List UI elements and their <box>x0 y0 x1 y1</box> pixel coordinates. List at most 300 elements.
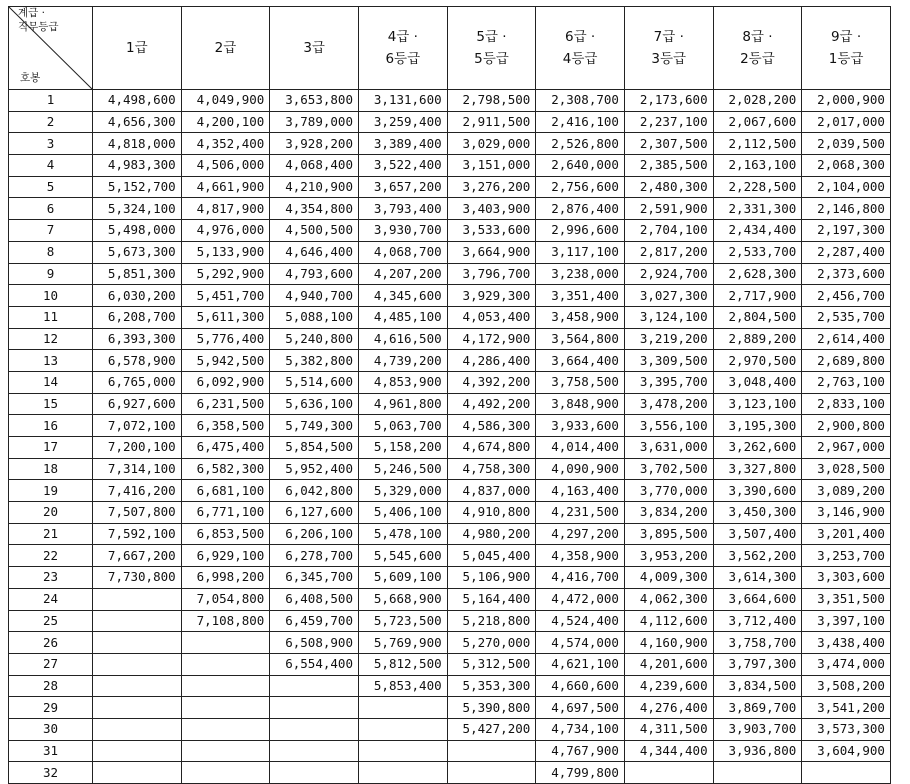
salary-cell: 5,668,900 <box>358 588 447 610</box>
salary-cell: 5,406,100 <box>358 502 447 524</box>
salary-cell: 3,048,400 <box>713 371 802 393</box>
step-cell: 24 <box>9 588 93 610</box>
salary-cell: 2,308,700 <box>536 90 625 112</box>
table-row <box>9 90 891 112</box>
salary-cell: 5,353,300 <box>447 675 536 697</box>
salary-cell: 4,661,900 <box>181 176 270 198</box>
salary-cell: 2,889,200 <box>713 328 802 350</box>
salary-cell: 4,172,900 <box>447 328 536 350</box>
salary-cell: 2,717,900 <box>713 285 802 307</box>
salary-cell: 5,063,700 <box>358 415 447 437</box>
salary-cell: 5,427,200 <box>447 718 536 740</box>
salary-cell: 6,408,500 <box>270 588 359 610</box>
grade-column-header-line: 5급 · <box>476 29 507 45</box>
table-row <box>9 437 891 459</box>
salary-cell: 3,253,700 <box>802 545 891 567</box>
step-cell: 11 <box>9 306 93 328</box>
salary-cell: 3,573,300 <box>802 718 891 740</box>
salary-cell <box>93 632 182 654</box>
salary-cell: 3,238,000 <box>536 263 625 285</box>
salary-cell: 5,329,000 <box>358 480 447 502</box>
grade-column-header-line: 5등급 <box>474 51 509 67</box>
step-cell: 14 <box>9 371 93 393</box>
table-row <box>9 697 891 719</box>
grade-column-header-line: 8급 · <box>742 29 773 45</box>
salary-cell: 2,591,900 <box>624 198 713 220</box>
salary-cell: 3,390,600 <box>713 480 802 502</box>
salary-cell: 3,131,600 <box>358 90 447 112</box>
salary-cell: 6,345,700 <box>270 567 359 589</box>
salary-cell: 3,262,600 <box>713 437 802 459</box>
step-cell: 6 <box>9 198 93 220</box>
salary-table <box>8 6 891 784</box>
table-row <box>9 675 891 697</box>
step-cell: 25 <box>9 610 93 632</box>
salary-cell: 2,237,100 <box>624 111 713 133</box>
salary-cell: 3,351,500 <box>802 588 891 610</box>
salary-cell: 2,000,900 <box>802 90 891 112</box>
salary-cell: 3,797,300 <box>713 653 802 675</box>
salary-cell: 6,092,900 <box>181 371 270 393</box>
salary-cell: 4,980,200 <box>447 523 536 545</box>
salary-cell: 6,681,100 <box>181 480 270 502</box>
salary-cell: 4,586,300 <box>447 415 536 437</box>
table-row <box>9 502 891 524</box>
salary-cell: 4,297,200 <box>536 523 625 545</box>
salary-cell: 6,475,400 <box>181 437 270 459</box>
corner-grade-label-line2: 직무등급 <box>18 21 59 33</box>
salary-cell: 4,961,800 <box>358 393 447 415</box>
grade-column-header <box>93 7 182 90</box>
salary-cell <box>270 718 359 740</box>
table-row <box>9 371 891 393</box>
salary-cell: 3,458,900 <box>536 306 625 328</box>
salary-cell: 3,117,100 <box>536 241 625 263</box>
salary-cell: 3,564,800 <box>536 328 625 350</box>
salary-cell <box>447 740 536 762</box>
salary-cell: 5,246,500 <box>358 458 447 480</box>
salary-cell: 4,621,100 <box>536 653 625 675</box>
salary-cell: 6,358,500 <box>181 415 270 437</box>
step-cell: 7 <box>9 220 93 242</box>
salary-cell: 6,030,200 <box>93 285 182 307</box>
grade-column-header <box>270 7 359 90</box>
salary-cell <box>93 675 182 697</box>
salary-cell: 2,287,400 <box>802 241 891 263</box>
salary-cell: 3,933,600 <box>536 415 625 437</box>
salary-cell: 3,195,300 <box>713 415 802 437</box>
salary-cell: 5,498,000 <box>93 220 182 242</box>
salary-cell: 5,292,900 <box>181 263 270 285</box>
salary-cell: 3,541,200 <box>802 697 891 719</box>
salary-cell: 4,739,200 <box>358 350 447 372</box>
salary-cell: 4,492,200 <box>447 393 536 415</box>
salary-cell: 5,088,100 <box>270 306 359 328</box>
salary-cell: 7,730,800 <box>93 567 182 589</box>
salary-cell: 2,331,300 <box>713 198 802 220</box>
salary-cell: 5,611,300 <box>181 306 270 328</box>
salary-cell: 3,507,400 <box>713 523 802 545</box>
salary-cell: 2,068,300 <box>802 155 891 177</box>
grade-column-header-line: 6등급 <box>385 51 421 67</box>
step-cell: 27 <box>9 653 93 675</box>
salary-cell: 3,929,300 <box>447 285 536 307</box>
salary-cell: 5,851,300 <box>93 263 182 285</box>
salary-cell: 2,533,700 <box>713 241 802 263</box>
salary-cell: 7,108,800 <box>181 610 270 632</box>
salary-cell: 4,231,500 <box>536 502 625 524</box>
salary-cell: 4,656,300 <box>93 111 182 133</box>
salary-cell: 4,574,000 <box>536 632 625 654</box>
salary-cell: 2,228,500 <box>713 176 802 198</box>
salary-cell: 4,276,400 <box>624 697 713 719</box>
salary-cell: 6,929,100 <box>181 545 270 567</box>
salary-cell: 2,640,000 <box>536 155 625 177</box>
grade-column-header-line: 2급 <box>214 40 237 56</box>
corner-grade-label-line1: 계급 · <box>18 7 45 19</box>
salary-cell: 3,276,200 <box>447 176 536 198</box>
table-row <box>9 610 891 632</box>
salary-cell <box>802 762 891 784</box>
table-row <box>9 198 891 220</box>
table-row <box>9 740 891 762</box>
salary-cell: 4,352,400 <box>181 133 270 155</box>
salary-cell: 3,770,000 <box>624 480 713 502</box>
salary-cell: 4,734,100 <box>536 718 625 740</box>
salary-cell: 5,158,200 <box>358 437 447 459</box>
salary-cell: 3,758,700 <box>713 632 802 654</box>
salary-cell: 4,200,100 <box>181 111 270 133</box>
step-cell: 30 <box>9 718 93 740</box>
salary-cell: 2,385,500 <box>624 155 713 177</box>
salary-cell: 2,970,500 <box>713 350 802 372</box>
salary-cell: 4,498,600 <box>93 90 182 112</box>
salary-cell: 2,628,300 <box>713 263 802 285</box>
salary-cell: 2,804,500 <box>713 306 802 328</box>
salary-cell: 6,771,100 <box>181 502 270 524</box>
salary-cell: 6,206,100 <box>270 523 359 545</box>
step-cell: 17 <box>9 437 93 459</box>
salary-cell: 3,438,400 <box>802 632 891 654</box>
salary-cell: 4,062,300 <box>624 588 713 610</box>
salary-cell <box>93 762 182 784</box>
salary-cell: 4,940,700 <box>270 285 359 307</box>
salary-cell <box>181 653 270 675</box>
salary-cell: 4,767,900 <box>536 740 625 762</box>
grade-column-header <box>713 7 802 90</box>
salary-cell: 3,848,900 <box>536 393 625 415</box>
salary-cell: 6,042,800 <box>270 480 359 502</box>
corner-step-label: 호봉 <box>20 72 41 84</box>
table-row <box>9 220 891 242</box>
salary-cell: 5,382,800 <box>270 350 359 372</box>
salary-cell: 3,508,200 <box>802 675 891 697</box>
salary-cell <box>713 762 802 784</box>
salary-cell <box>181 762 270 784</box>
salary-cell: 4,311,500 <box>624 718 713 740</box>
salary-cell: 6,853,500 <box>181 523 270 545</box>
salary-cell: 3,151,000 <box>447 155 536 177</box>
salary-cell: 5,324,100 <box>93 198 182 220</box>
salary-cell: 6,927,600 <box>93 393 182 415</box>
salary-cell: 4,799,800 <box>536 762 625 784</box>
salary-cell: 2,996,600 <box>536 220 625 242</box>
salary-cell: 2,480,300 <box>624 176 713 198</box>
grade-column-header-line: 1등급 <box>828 51 864 67</box>
salary-cell: 2,763,100 <box>802 371 891 393</box>
salary-cell: 4,485,100 <box>358 306 447 328</box>
salary-cell <box>93 588 182 610</box>
corner-header-cell <box>9 7 93 90</box>
salary-cell: 4,358,900 <box>536 545 625 567</box>
salary-cell: 5,723,500 <box>358 610 447 632</box>
salary-cell <box>93 718 182 740</box>
salary-cell: 3,327,800 <box>713 458 802 480</box>
table-row <box>9 523 891 545</box>
salary-cell: 3,789,000 <box>270 111 359 133</box>
salary-cell: 5,133,900 <box>181 241 270 263</box>
salary-cell: 4,697,500 <box>536 697 625 719</box>
salary-cell: 3,664,900 <box>447 241 536 263</box>
grade-column-header <box>358 7 447 90</box>
step-cell: 29 <box>9 697 93 719</box>
salary-cell: 4,818,000 <box>93 133 182 155</box>
salary-cell: 5,812,500 <box>358 653 447 675</box>
salary-cell: 6,998,200 <box>181 567 270 589</box>
salary-cell: 4,817,900 <box>181 198 270 220</box>
corner-grade-label <box>18 7 59 35</box>
salary-cell <box>358 762 447 784</box>
salary-cell <box>93 653 182 675</box>
grade-column-header <box>624 7 713 90</box>
salary-cell: 2,798,500 <box>447 90 536 112</box>
step-cell: 9 <box>9 263 93 285</box>
salary-cell: 3,793,400 <box>358 198 447 220</box>
salary-cell <box>358 697 447 719</box>
salary-cell: 3,936,800 <box>713 740 802 762</box>
step-cell: 12 <box>9 328 93 350</box>
salary-cell: 2,173,600 <box>624 90 713 112</box>
salary-cell: 3,089,200 <box>802 480 891 502</box>
salary-cell: 7,200,100 <box>93 437 182 459</box>
salary-cell: 3,309,500 <box>624 350 713 372</box>
table-row <box>9 155 891 177</box>
salary-cell: 7,054,800 <box>181 588 270 610</box>
salary-cell: 4,160,900 <box>624 632 713 654</box>
grade-column-header-line: 3급 <box>303 40 325 56</box>
salary-cell: 2,967,000 <box>802 437 891 459</box>
table-row <box>9 176 891 198</box>
step-cell: 15 <box>9 393 93 415</box>
salary-cell: 3,029,000 <box>447 133 536 155</box>
salary-cell: 3,903,700 <box>713 718 802 740</box>
salary-cell: 3,664,400 <box>536 350 625 372</box>
salary-cell: 6,231,500 <box>181 393 270 415</box>
salary-cell: 5,769,900 <box>358 632 447 654</box>
salary-cell: 2,526,800 <box>536 133 625 155</box>
salary-cell: 2,067,600 <box>713 111 802 133</box>
salary-cell: 4,090,900 <box>536 458 625 480</box>
grade-column-header <box>802 7 891 90</box>
step-cell: 28 <box>9 675 93 697</box>
salary-cell: 3,395,700 <box>624 371 713 393</box>
table-row <box>9 285 891 307</box>
salary-cell <box>181 632 270 654</box>
salary-cell <box>447 762 536 784</box>
salary-cell: 3,027,300 <box>624 285 713 307</box>
salary-cell: 3,219,200 <box>624 328 713 350</box>
table-row <box>9 458 891 480</box>
salary-cell: 4,053,400 <box>447 306 536 328</box>
salary-cell: 7,416,200 <box>93 480 182 502</box>
salary-cell: 6,127,600 <box>270 502 359 524</box>
salary-cell: 4,068,400 <box>270 155 359 177</box>
salary-cell: 4,524,400 <box>536 610 625 632</box>
salary-cell <box>270 740 359 762</box>
salary-cell: 3,796,700 <box>447 263 536 285</box>
salary-cell: 2,817,200 <box>624 241 713 263</box>
salary-cell: 4,983,300 <box>93 155 182 177</box>
salary-cell: 2,434,400 <box>713 220 802 242</box>
grade-column-header-line: 4등급 <box>562 51 598 67</box>
salary-cell: 2,163,100 <box>713 155 802 177</box>
salary-cell: 3,259,400 <box>358 111 447 133</box>
salary-cell: 6,208,700 <box>93 306 182 328</box>
salary-cell: 4,014,400 <box>536 437 625 459</box>
salary-cell: 5,853,400 <box>358 675 447 697</box>
salary-cell: 5,218,800 <box>447 610 536 632</box>
step-cell: 2 <box>9 111 93 133</box>
salary-cell: 5,270,000 <box>447 632 536 654</box>
salary-cell: 2,104,000 <box>802 176 891 198</box>
step-cell: 22 <box>9 545 93 567</box>
salary-cell: 4,354,800 <box>270 198 359 220</box>
table-row <box>9 263 891 285</box>
step-cell: 3 <box>9 133 93 155</box>
table-row <box>9 393 891 415</box>
salary-cell: 5,942,500 <box>181 350 270 372</box>
salary-cell: 5,152,700 <box>93 176 182 198</box>
salary-cell: 4,210,900 <box>270 176 359 198</box>
salary-cell: 6,508,900 <box>270 632 359 654</box>
step-cell: 20 <box>9 502 93 524</box>
salary-cell: 3,478,200 <box>624 393 713 415</box>
salary-cell: 2,197,300 <box>802 220 891 242</box>
salary-cell: 4,472,000 <box>536 588 625 610</box>
salary-cell: 4,112,600 <box>624 610 713 632</box>
salary-cell <box>93 740 182 762</box>
salary-cell: 5,854,500 <box>270 437 359 459</box>
table-row <box>9 415 891 437</box>
table-row <box>9 350 891 372</box>
salary-cell <box>270 675 359 697</box>
salary-cell <box>93 697 182 719</box>
step-cell: 16 <box>9 415 93 437</box>
step-cell: 23 <box>9 567 93 589</box>
salary-cell: 4,674,800 <box>447 437 536 459</box>
grade-column-header-line: 9급 · <box>830 29 862 45</box>
salary-cell: 3,124,100 <box>624 306 713 328</box>
salary-cell: 3,657,200 <box>358 176 447 198</box>
salary-cell: 2,689,800 <box>802 350 891 372</box>
salary-cell: 5,514,600 <box>270 371 359 393</box>
salary-cell: 4,758,300 <box>447 458 536 480</box>
salary-cell: 3,201,400 <box>802 523 891 545</box>
salary-cell: 7,667,200 <box>93 545 182 567</box>
grade-column-header-line: 2등급 <box>740 51 775 67</box>
salary-cell: 3,351,400 <box>536 285 625 307</box>
salary-cell: 3,604,900 <box>802 740 891 762</box>
salary-cell <box>358 740 447 762</box>
table-row <box>9 567 891 589</box>
salary-cell <box>181 718 270 740</box>
table-row <box>9 718 891 740</box>
salary-cell: 3,712,400 <box>713 610 802 632</box>
salary-cell: 6,582,300 <box>181 458 270 480</box>
step-cell: 13 <box>9 350 93 372</box>
grade-column-header-line: 1급 <box>126 40 148 56</box>
salary-cell: 5,952,400 <box>270 458 359 480</box>
salary-cell: 5,776,400 <box>181 328 270 350</box>
table-row <box>9 762 891 784</box>
salary-cell: 3,533,600 <box>447 220 536 242</box>
step-cell: 32 <box>9 762 93 784</box>
salary-cell: 3,953,200 <box>624 545 713 567</box>
salary-cell: 4,207,200 <box>358 263 447 285</box>
salary-cell <box>358 718 447 740</box>
table-row <box>9 111 891 133</box>
salary-cell: 6,578,900 <box>93 350 182 372</box>
grade-column-header-line: 6급 · <box>565 29 596 45</box>
salary-cell: 4,793,600 <box>270 263 359 285</box>
salary-cell: 6,765,000 <box>93 371 182 393</box>
salary-cell: 3,664,600 <box>713 588 802 610</box>
table-row <box>9 632 891 654</box>
salary-cell: 6,393,300 <box>93 328 182 350</box>
salary-cell: 5,673,300 <box>93 241 182 263</box>
salary-cell: 5,636,100 <box>270 393 359 415</box>
table-row <box>9 588 891 610</box>
salary-cell: 3,028,500 <box>802 458 891 480</box>
step-cell: 19 <box>9 480 93 502</box>
salary-cell: 2,456,700 <box>802 285 891 307</box>
salary-cell: 2,307,500 <box>624 133 713 155</box>
salary-cell: 3,403,900 <box>447 198 536 220</box>
salary-cell: 2,535,700 <box>802 306 891 328</box>
salary-cell: 3,146,900 <box>802 502 891 524</box>
salary-cell: 6,459,700 <box>270 610 359 632</box>
salary-cell <box>624 762 713 784</box>
salary-cell: 4,049,900 <box>181 90 270 112</box>
step-cell: 26 <box>9 632 93 654</box>
table-body <box>9 90 891 784</box>
salary-cell: 6,278,700 <box>270 545 359 567</box>
salary-cell: 3,930,700 <box>358 220 447 242</box>
salary-cell: 5,312,500 <box>447 653 536 675</box>
salary-cell: 3,631,000 <box>624 437 713 459</box>
salary-cell: 7,507,800 <box>93 502 182 524</box>
salary-cell: 5,045,400 <box>447 545 536 567</box>
salary-cell: 2,373,600 <box>802 263 891 285</box>
salary-cell: 4,416,700 <box>536 567 625 589</box>
salary-cell: 2,924,700 <box>624 263 713 285</box>
salary-cell: 3,653,800 <box>270 90 359 112</box>
salary-cell: 2,112,500 <box>713 133 802 155</box>
salary-cell: 2,614,400 <box>802 328 891 350</box>
salary-cell <box>181 697 270 719</box>
salary-cell: 4,910,800 <box>447 502 536 524</box>
salary-cell: 6,554,400 <box>270 653 359 675</box>
